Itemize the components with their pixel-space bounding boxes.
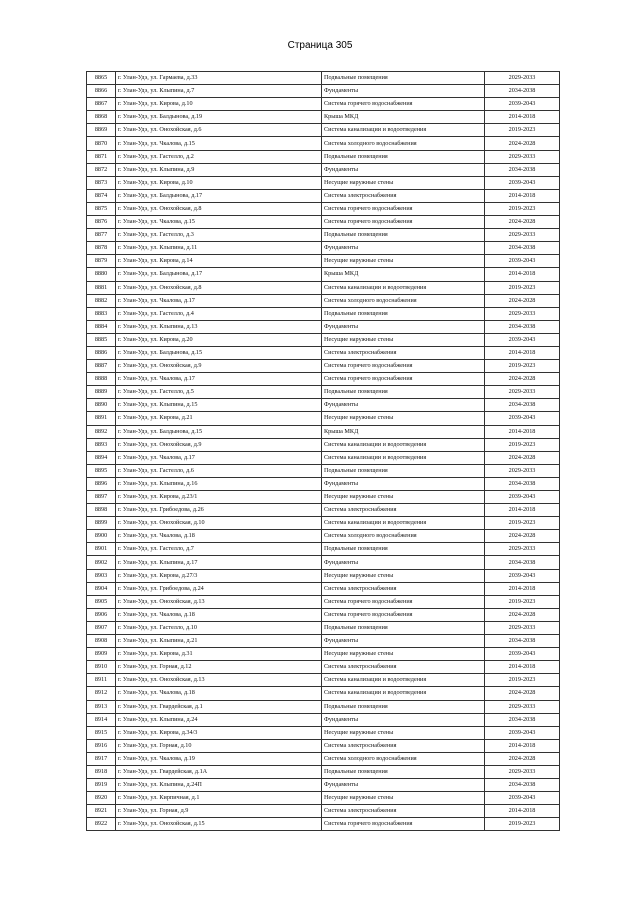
repair-period-cell: 2029-2033 <box>485 621 560 634</box>
structural-element-cell: Система горячего водоснабжения <box>322 98 485 111</box>
repair-period-cell: 2039-2043 <box>485 648 560 661</box>
row-number-cell: 8906 <box>87 608 116 621</box>
address-cell: г. Улан-Удэ, ул. Чкалова, д.18 <box>116 687 322 700</box>
structural-element-cell: Несущие наружные стены <box>322 648 485 661</box>
table-row <box>87 635 560 648</box>
row-number-cell: 8872 <box>87 163 116 176</box>
address-cell: г. Улан-Удэ, ул. Клыпина, д.11 <box>116 242 322 255</box>
structural-element-cell: Фундаменты <box>322 320 485 333</box>
row-number-cell: 8897 <box>87 491 116 504</box>
structural-element-cell: Несущие наружные стены <box>322 412 485 425</box>
address-cell: г. Улан-Удэ, ул. Кирова, д.27/3 <box>116 569 322 582</box>
structural-element-cell: Несущие наружные стены <box>322 176 485 189</box>
table-row <box>87 805 560 818</box>
repair-period-cell: 2039-2043 <box>485 569 560 582</box>
table-row <box>87 399 560 412</box>
row-number-cell: 8916 <box>87 739 116 752</box>
row-number-cell: 8900 <box>87 530 116 543</box>
table-body <box>87 72 560 831</box>
address-cell: г. Улан-Удэ, ул. Клыпина, д.7 <box>116 85 322 98</box>
repair-period-cell: 2014-2018 <box>485 739 560 752</box>
row-number-cell: 8908 <box>87 635 116 648</box>
repair-period-cell: 2029-2033 <box>485 765 560 778</box>
repair-period-cell: 2029-2033 <box>485 543 560 556</box>
structural-element-cell: Система канализации и водоотведения <box>322 517 485 530</box>
row-number-cell: 8889 <box>87 386 116 399</box>
structural-element-cell: Подвальные помещения <box>322 765 485 778</box>
table-row <box>87 792 560 805</box>
repair-period-cell: 2014-2018 <box>485 805 560 818</box>
address-cell: г. Улан-Удэ, ул. Онохойская, д.6 <box>116 124 322 137</box>
repair-period-cell: 2029-2033 <box>485 386 560 399</box>
table-row <box>87 608 560 621</box>
repair-period-cell: 2019-2023 <box>485 281 560 294</box>
repair-period-cell: 2039-2043 <box>485 491 560 504</box>
table-row <box>87 294 560 307</box>
repair-period-cell: 2034-2038 <box>485 85 560 98</box>
structural-element-cell: Подвальные помещения <box>322 543 485 556</box>
repair-period-cell: 2014-2018 <box>485 268 560 281</box>
address-cell: г. Улан-Удэ, ул. Клыпина, д.17 <box>116 556 322 569</box>
repair-period-cell: 2039-2043 <box>485 333 560 346</box>
structural-element-cell: Подвальные помещения <box>322 700 485 713</box>
row-number-cell: 8870 <box>87 137 116 150</box>
repair-period-cell: 2034-2038 <box>485 713 560 726</box>
structural-element-cell: Фундаменты <box>322 713 485 726</box>
address-cell: г. Улан-Удэ, ул. Гастелло, д.2 <box>116 150 322 163</box>
row-number-cell: 8891 <box>87 412 116 425</box>
structural-element-cell: Система горячего водоснабжения <box>322 595 485 608</box>
table-row <box>87 517 560 530</box>
structural-element-cell: Система канализации и водоотведения <box>322 124 485 137</box>
structural-element-cell: Фундаменты <box>322 635 485 648</box>
row-number-cell: 8913 <box>87 700 116 713</box>
row-number-cell: 8915 <box>87 726 116 739</box>
repair-period-cell: 2029-2033 <box>485 150 560 163</box>
table-row <box>87 360 560 373</box>
table-row <box>87 477 560 490</box>
address-cell: г. Улан-Удэ, ул. Грибоедова, д.24 <box>116 582 322 595</box>
repair-period-cell: 2039-2043 <box>485 255 560 268</box>
repair-period-cell: 2034-2038 <box>485 556 560 569</box>
repair-schedule-table <box>86 71 560 831</box>
table-row <box>87 556 560 569</box>
structural-element-cell: Система холодного водоснабжения <box>322 294 485 307</box>
address-cell: г. Улан-Удэ, ул. Гвардейская, д.1А <box>116 765 322 778</box>
row-number-cell: 8911 <box>87 674 116 687</box>
structural-element-cell: Система электроснабжения <box>322 739 485 752</box>
structural-element-cell: Подвальные помещения <box>322 72 485 85</box>
structural-element-cell: Система холодного водоснабжения <box>322 752 485 765</box>
address-cell: г. Улан-Удэ, ул. Кирова, д.14 <box>116 255 322 268</box>
table-row <box>87 818 560 831</box>
row-number-cell: 8873 <box>87 176 116 189</box>
repair-period-cell: 2019-2023 <box>485 818 560 831</box>
row-number-cell: 8914 <box>87 713 116 726</box>
address-cell: г. Улан-Удэ, ул. Грибоедова, д.26 <box>116 504 322 517</box>
table-row <box>87 98 560 111</box>
row-number-cell: 8866 <box>87 85 116 98</box>
address-cell: г. Улан-Удэ, ул. Кирпичная, д.1 <box>116 792 322 805</box>
table-row <box>87 504 560 517</box>
table-row <box>87 124 560 137</box>
row-number-cell: 8896 <box>87 477 116 490</box>
repair-period-cell: 2024-2028 <box>485 608 560 621</box>
address-cell: г. Улан-Удэ, ул. Кирова, д.10 <box>116 176 322 189</box>
repair-period-cell: 2019-2023 <box>485 674 560 687</box>
structural-element-cell: Фундаменты <box>322 163 485 176</box>
table-row <box>87 451 560 464</box>
structural-element-cell: Система горячего водоснабжения <box>322 608 485 621</box>
structural-element-cell: Система горячего водоснабжения <box>322 202 485 215</box>
table-row <box>87 242 560 255</box>
repair-period-cell: 2014-2018 <box>485 661 560 674</box>
repair-period-cell: 2014-2018 <box>485 504 560 517</box>
row-number-cell: 8899 <box>87 517 116 530</box>
table-row <box>87 700 560 713</box>
row-number-cell: 8882 <box>87 294 116 307</box>
table-row <box>87 412 560 425</box>
row-number-cell: 8867 <box>87 98 116 111</box>
address-cell: г. Улан-Удэ, ул. Гастелло, д.6 <box>116 464 322 477</box>
repair-period-cell: 2024-2028 <box>485 451 560 464</box>
table-row <box>87 713 560 726</box>
address-cell: г. Улан-Удэ, ул. Клыпина, д.15 <box>116 399 322 412</box>
row-number-cell: 8869 <box>87 124 116 137</box>
row-number-cell: 8886 <box>87 346 116 359</box>
address-cell: г. Улан-Удэ, ул. Кирова, д.20 <box>116 333 322 346</box>
row-number-cell: 8880 <box>87 268 116 281</box>
address-cell: г. Улан-Удэ, ул. Чкалова, д.17 <box>116 373 322 386</box>
repair-period-cell: 2024-2028 <box>485 137 560 150</box>
table-row <box>87 621 560 634</box>
table-row <box>87 255 560 268</box>
row-number-cell: 8878 <box>87 242 116 255</box>
table-row <box>87 739 560 752</box>
repair-period-cell: 2019-2023 <box>485 517 560 530</box>
repair-period-cell: 2014-2018 <box>485 425 560 438</box>
table-row <box>87 491 560 504</box>
repair-period-cell: 2034-2038 <box>485 635 560 648</box>
row-number-cell: 8895 <box>87 464 116 477</box>
table-row <box>87 268 560 281</box>
address-cell: г. Улан-Удэ, ул. Чкалова, д.17 <box>116 294 322 307</box>
repair-period-cell: 2019-2023 <box>485 595 560 608</box>
structural-element-cell: Система электроснабжения <box>322 189 485 202</box>
structural-element-cell: Подвальные помещения <box>322 464 485 477</box>
table-row <box>87 464 560 477</box>
table-row <box>87 438 560 451</box>
structural-element-cell: Система канализации и водоотведения <box>322 451 485 464</box>
table-row <box>87 137 560 150</box>
table-row <box>87 674 560 687</box>
table-row <box>87 320 560 333</box>
address-cell: г. Улан-Удэ, ул. Кирова, д.21 <box>116 412 322 425</box>
table-row <box>87 307 560 320</box>
table-row <box>87 648 560 661</box>
table-row <box>87 346 560 359</box>
structural-element-cell: Несущие наружные стены <box>322 569 485 582</box>
structural-element-cell: Крыша МКД <box>322 425 485 438</box>
repair-period-cell: 2024-2028 <box>485 373 560 386</box>
structural-element-cell: Фундаменты <box>322 779 485 792</box>
repair-period-cell: 2039-2043 <box>485 792 560 805</box>
repair-period-cell: 2014-2018 <box>485 111 560 124</box>
row-number-cell: 8903 <box>87 569 116 582</box>
structural-element-cell: Подвальные помещения <box>322 150 485 163</box>
structural-element-cell: Крыша МКД <box>322 111 485 124</box>
address-cell: г. Улан-Удэ, ул. Чкалова, д.15 <box>116 137 322 150</box>
row-number-cell: 8918 <box>87 765 116 778</box>
structural-element-cell: Фундаменты <box>322 477 485 490</box>
structural-element-cell: Подвальные помещения <box>322 229 485 242</box>
table-row <box>87 765 560 778</box>
address-cell: г. Улан-Удэ, ул. Клыпина, д.21 <box>116 635 322 648</box>
table-row <box>87 281 560 294</box>
repair-period-cell: 2024-2028 <box>485 294 560 307</box>
structural-element-cell: Несущие наружные стены <box>322 792 485 805</box>
table-row <box>87 569 560 582</box>
address-cell: г. Улан-Удэ, ул. Балдынова, д.17 <box>116 189 322 202</box>
structural-element-cell: Система электроснабжения <box>322 582 485 595</box>
address-cell: г. Улан-Удэ, ул. Кирова, д.31 <box>116 648 322 661</box>
structural-element-cell: Несущие наружные стены <box>322 333 485 346</box>
structural-element-cell: Система электроснабжения <box>322 805 485 818</box>
address-cell: г. Улан-Удэ, ул. Горная, д.12 <box>116 661 322 674</box>
table-row <box>87 150 560 163</box>
structural-element-cell: Система электроснабжения <box>322 346 485 359</box>
address-cell: г. Улан-Удэ, ул. Онохойская, д.13 <box>116 595 322 608</box>
table-row <box>87 530 560 543</box>
address-cell: г. Улан-Удэ, ул. Клыпина, д.24 <box>116 713 322 726</box>
address-cell: г. Улан-Удэ, ул. Кирова, д.23/1 <box>116 491 322 504</box>
repair-period-cell: 2014-2018 <box>485 582 560 595</box>
repair-period-cell: 2019-2023 <box>485 438 560 451</box>
address-cell: г. Улан-Удэ, ул. Гвардейская, д.1 <box>116 700 322 713</box>
structural-element-cell: Система холодного водоснабжения <box>322 137 485 150</box>
table-row <box>87 752 560 765</box>
repair-period-cell: 2024-2028 <box>485 752 560 765</box>
address-cell: г. Улан-Удэ, ул. Онохойская, д.9 <box>116 438 322 451</box>
table-row <box>87 779 560 792</box>
structural-element-cell: Крыша МКД <box>322 268 485 281</box>
address-cell: г. Улан-Удэ, ул. Кирова, д.34/3 <box>116 726 322 739</box>
structural-element-cell: Система холодного водоснабжения <box>322 530 485 543</box>
table-row <box>87 425 560 438</box>
address-cell: г. Улан-Удэ, ул. Чкалова, д.17 <box>116 451 322 464</box>
repair-period-cell: 2019-2023 <box>485 360 560 373</box>
address-cell: г. Улан-Удэ, ул. Чкалова, д.19 <box>116 752 322 765</box>
address-cell: г. Улан-Удэ, ул. Чкалова, д.15 <box>116 216 322 229</box>
repair-period-cell: 2019-2023 <box>485 124 560 137</box>
row-number-cell: 8890 <box>87 399 116 412</box>
structural-element-cell: Несущие наружные стены <box>322 726 485 739</box>
address-cell: г. Улан-Удэ, ул. Гастелло, д.3 <box>116 229 322 242</box>
structural-element-cell: Система канализации и водоотведения <box>322 687 485 700</box>
structural-element-cell: Система горячего водоснабжения <box>322 360 485 373</box>
address-cell: г. Улан-Удэ, ул. Онохойская, д.10 <box>116 517 322 530</box>
row-number-cell: 8871 <box>87 150 116 163</box>
address-cell: г. Улан-Удэ, ул. Балдынова, д.15 <box>116 425 322 438</box>
row-number-cell: 8883 <box>87 307 116 320</box>
structural-element-cell: Система горячего водоснабжения <box>322 818 485 831</box>
table-row <box>87 687 560 700</box>
table-row <box>87 85 560 98</box>
structural-element-cell: Несущие наружные стены <box>322 255 485 268</box>
row-number-cell: 8910 <box>87 661 116 674</box>
row-number-cell: 8868 <box>87 111 116 124</box>
address-cell: г. Улан-Удэ, ул. Онохойская, д.9 <box>116 360 322 373</box>
table-row <box>87 582 560 595</box>
address-cell: г. Улан-Удэ, ул. Балдынова, д.15 <box>116 346 322 359</box>
repair-period-cell: 2024-2028 <box>485 687 560 700</box>
row-number-cell: 8905 <box>87 595 116 608</box>
row-number-cell: 8876 <box>87 216 116 229</box>
address-cell: г. Улан-Удэ, ул. Клыпина, д.9 <box>116 163 322 176</box>
address-cell: г. Улан-Удэ, ул. Клыпина, д.16 <box>116 477 322 490</box>
row-number-cell: 8892 <box>87 425 116 438</box>
structural-element-cell: Система горячего водоснабжения <box>322 216 485 229</box>
address-cell: г. Улан-Удэ, ул. Горная, д.9 <box>116 805 322 818</box>
row-number-cell: 8907 <box>87 621 116 634</box>
address-cell: г. Улан-Удэ, ул. Клыпина, д.13 <box>116 320 322 333</box>
address-cell: г. Улан-Удэ, ул. Клыпина, д.24П <box>116 779 322 792</box>
row-number-cell: 8920 <box>87 792 116 805</box>
address-cell: г. Улан-Удэ, ул. Гастелло, д.4 <box>116 307 322 320</box>
repair-period-cell: 2029-2033 <box>485 229 560 242</box>
repair-period-cell: 2039-2043 <box>485 412 560 425</box>
address-cell: г. Улан-Удэ, ул. Чкалова, д.18 <box>116 608 322 621</box>
structural-element-cell: Система канализации и водоотведения <box>322 438 485 451</box>
row-number-cell: 8902 <box>87 556 116 569</box>
address-cell: г. Улан-Удэ, ул. Онохойская, д.8 <box>116 202 322 215</box>
repair-period-cell: 2034-2038 <box>485 779 560 792</box>
repair-period-cell: 2034-2038 <box>485 320 560 333</box>
row-number-cell: 8898 <box>87 504 116 517</box>
address-cell: г. Улан-Удэ, ул. Онохойская, д.15 <box>116 818 322 831</box>
row-number-cell: 8885 <box>87 333 116 346</box>
table-row <box>87 661 560 674</box>
repair-period-cell: 2024-2028 <box>485 530 560 543</box>
row-number-cell: 8879 <box>87 255 116 268</box>
structural-element-cell: Система электроснабжения <box>322 504 485 517</box>
table-row <box>87 595 560 608</box>
page-number-header: Страница 305 <box>287 40 353 51</box>
row-number-cell: 8894 <box>87 451 116 464</box>
table-row <box>87 386 560 399</box>
repair-period-cell: 2029-2033 <box>485 464 560 477</box>
repair-period-cell: 2034-2038 <box>485 242 560 255</box>
row-number-cell: 8893 <box>87 438 116 451</box>
row-number-cell: 8874 <box>87 189 116 202</box>
row-number-cell: 8901 <box>87 543 116 556</box>
structural-element-cell: Система электроснабжения <box>322 661 485 674</box>
repair-period-cell: 2014-2018 <box>485 346 560 359</box>
row-number-cell: 8877 <box>87 229 116 242</box>
structural-element-cell: Подвальные помещения <box>322 386 485 399</box>
table-row <box>87 229 560 242</box>
table-row <box>87 373 560 386</box>
address-cell: г. Улан-Удэ, ул. Чкалова, д.18 <box>116 530 322 543</box>
row-number-cell: 8917 <box>87 752 116 765</box>
row-number-cell: 8921 <box>87 805 116 818</box>
table-row <box>87 111 560 124</box>
structural-element-cell: Система канализации и водоотведения <box>322 674 485 687</box>
row-number-cell: 8884 <box>87 320 116 333</box>
structural-element-cell: Фундаменты <box>322 85 485 98</box>
structural-element-cell: Фундаменты <box>322 399 485 412</box>
row-number-cell: 8909 <box>87 648 116 661</box>
row-number-cell: 8904 <box>87 582 116 595</box>
address-cell: г. Улан-Удэ, ул. Балдынова, д.19 <box>116 111 322 124</box>
repair-period-cell: 2014-2018 <box>485 189 560 202</box>
structural-element-cell: Подвальные помещения <box>322 621 485 634</box>
repair-period-cell: 2034-2038 <box>485 163 560 176</box>
repair-period-cell: 2039-2043 <box>485 98 560 111</box>
repair-period-cell: 2029-2033 <box>485 72 560 85</box>
address-cell: г. Улан-Удэ, ул. Гастелло, д.7 <box>116 543 322 556</box>
row-number-cell: 8919 <box>87 779 116 792</box>
address-cell: г. Улан-Удэ, ул. Гастелло, д.10 <box>116 621 322 634</box>
structural-element-cell: Несущие наружные стены <box>322 491 485 504</box>
row-number-cell: 8865 <box>87 72 116 85</box>
repair-period-cell: 2034-2038 <box>485 399 560 412</box>
repair-period-cell: 2029-2033 <box>485 700 560 713</box>
repair-period-cell: 2039-2043 <box>485 176 560 189</box>
structural-element-cell: Система канализации и водоотведения <box>322 281 485 294</box>
table-row <box>87 189 560 202</box>
row-number-cell: 8881 <box>87 281 116 294</box>
table-row <box>87 543 560 556</box>
row-number-cell: 8887 <box>87 360 116 373</box>
address-cell: г. Улан-Удэ, ул. Гастелло, д.5 <box>116 386 322 399</box>
address-cell: г. Улан-Удэ, ул. Балдынова, д.17 <box>116 268 322 281</box>
address-cell: г. Улан-Удэ, ул. Онохойская, д.13 <box>116 674 322 687</box>
repair-period-cell: 2024-2028 <box>485 216 560 229</box>
table-row <box>87 163 560 176</box>
row-number-cell: 8888 <box>87 373 116 386</box>
table-row <box>87 333 560 346</box>
table-row <box>87 72 560 85</box>
repair-period-cell: 2034-2038 <box>485 477 560 490</box>
structural-element-cell: Фундаменты <box>322 242 485 255</box>
structural-element-cell: Система горячего водоснабжения <box>322 373 485 386</box>
table-row <box>87 216 560 229</box>
row-number-cell: 8912 <box>87 687 116 700</box>
table-row <box>87 202 560 215</box>
repair-period-cell: 2019-2023 <box>485 202 560 215</box>
row-number-cell: 8875 <box>87 202 116 215</box>
structural-element-cell: Подвальные помещения <box>322 307 485 320</box>
structural-element-cell: Фундаменты <box>322 556 485 569</box>
address-cell: г. Улан-Удэ, ул. Онохойская, д.8 <box>116 281 322 294</box>
table-row <box>87 176 560 189</box>
row-number-cell: 8922 <box>87 818 116 831</box>
table-row <box>87 726 560 739</box>
address-cell: г. Улан-Удэ, ул. Кирова, д.10 <box>116 98 322 111</box>
address-cell: г. Улан-Удэ, ул. Горная, д.10 <box>116 739 322 752</box>
repair-period-cell: 2039-2043 <box>485 726 560 739</box>
repair-period-cell: 2029-2033 <box>485 307 560 320</box>
address-cell: г. Улан-Удэ, ул. Гармаева, д.33 <box>116 72 322 85</box>
